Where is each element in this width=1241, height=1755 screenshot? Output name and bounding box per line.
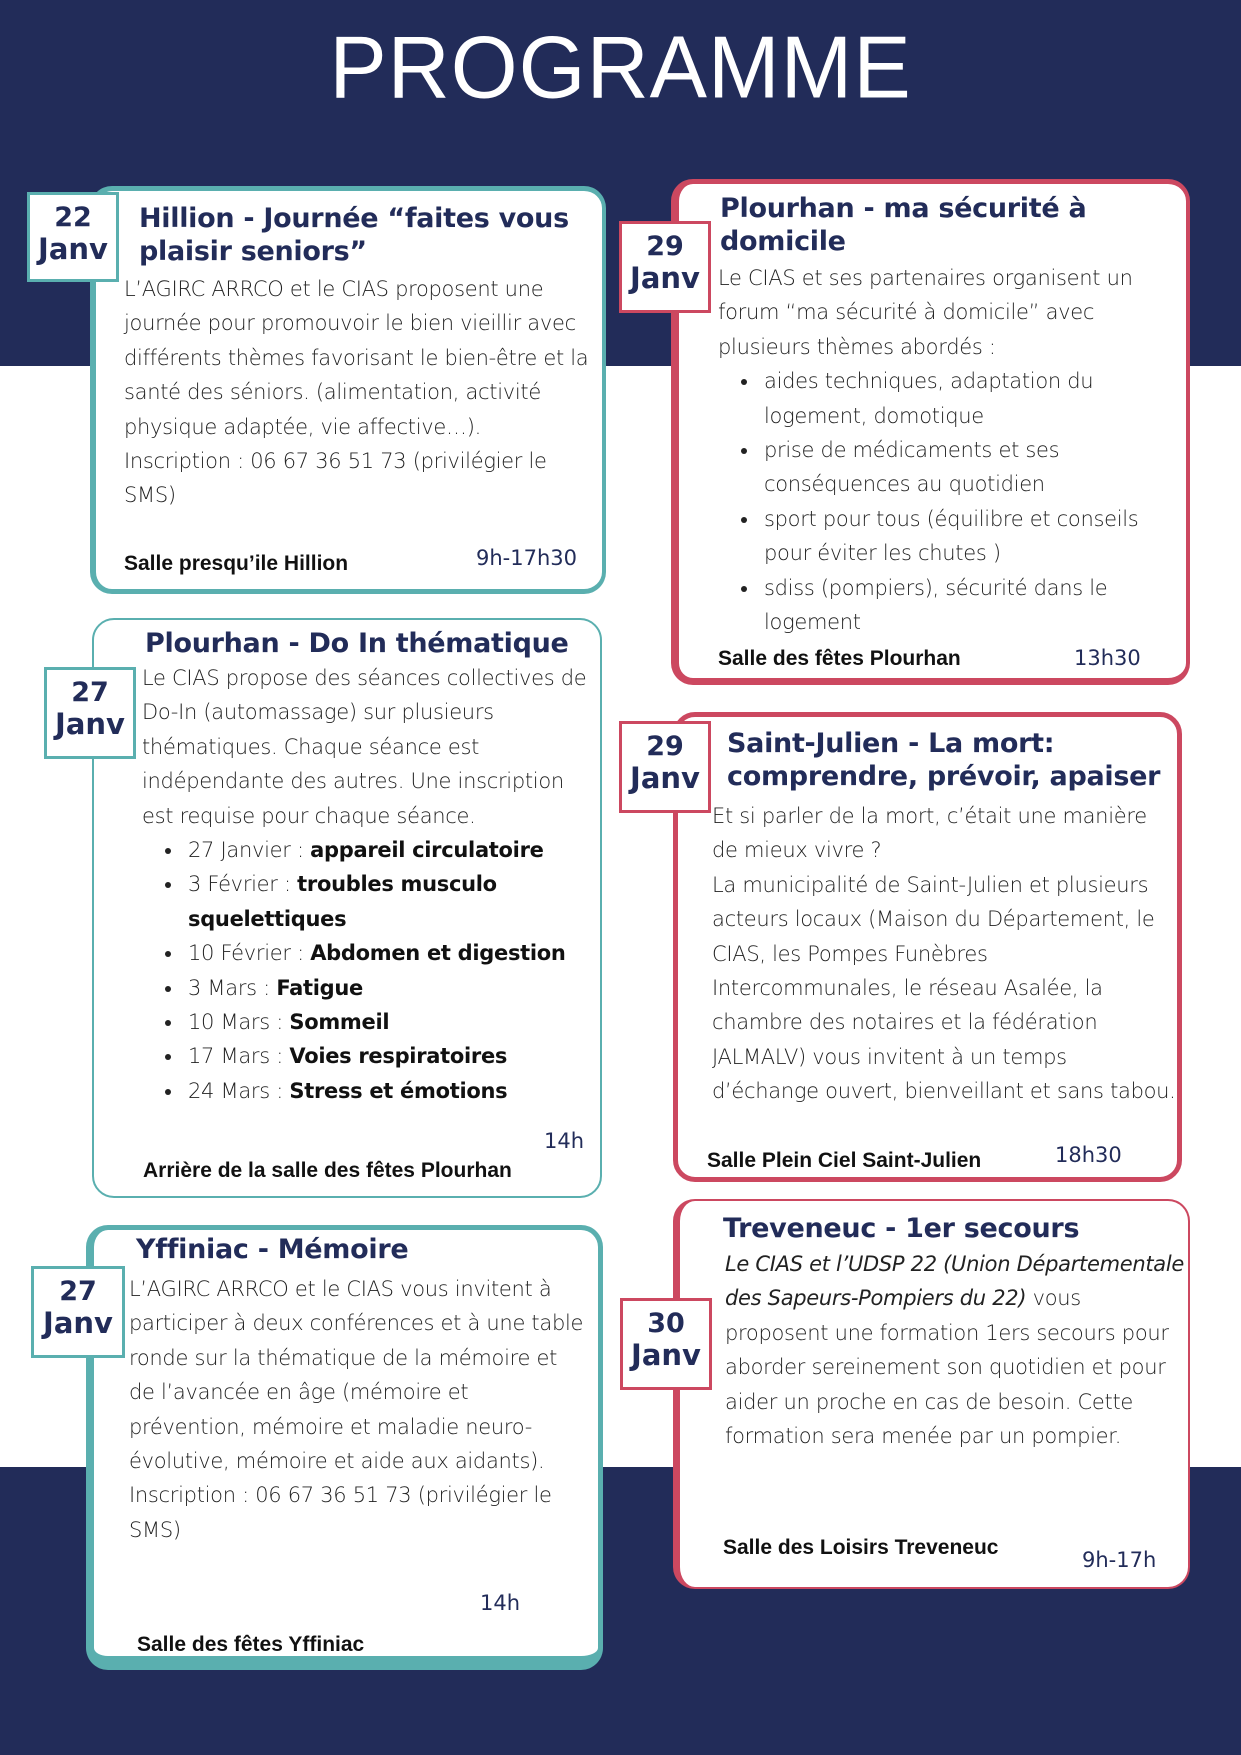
session-topic: troubles musculo squelettiques [188,872,497,931]
date-month: Janv [55,707,125,741]
date-month: Janv [630,261,700,295]
session-date: 10 Mars : [188,1010,290,1035]
date-month: Janv [630,761,700,795]
event-time: 9h-17h [1082,1548,1157,1572]
date-day: 29 [646,231,684,262]
event-description [124,272,589,513]
event-date-treveneuc [620,1298,712,1390]
list-item [184,971,597,1005]
event-date-plourhan-securite [619,221,711,313]
list-item [184,1039,597,1073]
page-title: PROGRAMME [329,19,912,117]
event-description [718,261,1188,639]
session-date: 3 Février : [188,872,298,897]
list-item: • sport pour tous (équilibre et conseils pour éviter les chutes ) [760,502,1188,571]
topic-list [718,364,1188,639]
session-date: 27 Janvier : [188,838,311,863]
session-topic: Stress et émotions [289,1078,508,1103]
description-text: Le CIAS et ses partenaires organisent un forum “ma sécurité à domicile” avec plusieurs thèmes abordés : [718,266,1133,359]
date-day: 30 [647,1308,685,1339]
session-date: 17 Mars : [188,1044,290,1069]
event-description [725,1247,1185,1453]
event-venue: Salle Plein Ciel Saint-Julien [707,1149,982,1172]
date-month: Janv [38,232,108,266]
description-text: L’AGIRC ARRCO et le CIAS proposent une journée pour promouvoir le bien vieillir avec différents thèmes favorisant le bien-être et la santé des séniors. (alimentation, activité physique adaptée, vie affective…). [124,277,589,439]
list-item [184,936,597,970]
date-day: 22 [54,202,92,233]
event-description [129,1272,589,1547]
date-day: 27 [71,677,109,708]
registration-text: Inscription : 06 67 36 51 73 (privilégier le SMS) [124,449,547,508]
event-description [142,661,597,1108]
event-time: 18h30 [1055,1143,1122,1167]
description-text: L’AGIRC ARRCO et le CIAS vous invitent à participer à deux conférences et à une table ronde sur la thématique de la mémoire et de l’avancée en âge (mémoire et prévention, mémoire et maladie neuro-évolutive, mémoire et aide aux aidants). [129,1277,584,1474]
event-venue: Arrière de la salle des fêtes Plourhan [143,1159,512,1182]
date-day: 29 [646,731,684,762]
event-time: 13h30 [1074,646,1141,670]
session-date: 24 Mars : [188,1078,290,1103]
event-venue: Salle des Loisirs Treveneuc [723,1536,999,1559]
registration-text: Inscription : 06 67 36 51 73 (privilégier le SMS) [129,1483,552,1542]
session-date: 10 Février : [188,941,311,966]
description-italic: Le CIAS et l’UDSP 22 (Union Départementale des Sapeurs-Pompiers du 22) [725,1252,1185,1311]
event-time: 14h [544,1129,585,1153]
date-day: 27 [59,1276,97,1307]
event-title: Treveneuc - 1er secours [723,1213,1080,1244]
session-list [142,833,597,1108]
event-title: Yffiniac - Mémoire [136,1234,409,1265]
event-time: 9h-17h30 [476,546,578,570]
event-venue: Salle des fêtes Yffiniac [137,1633,365,1656]
event-time: 14h [480,1591,521,1615]
list-item [184,833,597,867]
event-date-saint-julien [619,721,711,813]
date-month: Janv [631,1338,701,1372]
date-month: Janv [43,1306,113,1340]
list-item: • aides techniques, adaptation du logement, domotique [760,364,1188,433]
list-item: • prise de médicaments et ses conséquences au quotidien [760,433,1188,502]
session-topic: Fatigue [276,975,363,1000]
description-text [725,1247,1185,1453]
event-date-hillion [27,192,119,282]
event-date-plourhan-doin [44,667,136,759]
description-text: Le CIAS propose des séances collectives de Do-In (automassage) sur plusieurs thématiques. Chaque séance est indépendante des autres. Une inscription est requise pour chaque séance. [142,666,587,828]
description-text: La municipalité de Saint-Julien et plusieurs acteurs locaux (Maison du Département, le CIAS, les Pompes Funèbres Intercommunales, le réseau Asalée, la chambre des notaires et la fédération JALMALV) vous invitent à un temps d’échange ouvert, bienveillant et sans tabou. [712,872,1176,1104]
description-rest: vous proposent une formation 1ers secours pour aborder sereinement son quotidien et pour aider un proche en cas de besoin. Cette formation sera menée par un pompier. [725,1286,1169,1449]
list-item [184,1074,597,1108]
session-topic: Sommeil [289,1010,390,1035]
event-title: Plourhan - Do In thématique [145,628,569,659]
event-venue: Salle presqu’ile Hillion [124,552,349,575]
list-item [184,867,597,936]
list-item: • sdiss (pompiers), sécurité dans le logement [760,571,1188,640]
session-topic: Voies respiratoires [289,1044,508,1069]
event-title: Saint-Julien - La mort: comprendre, prévoir, apaiser [727,728,1161,792]
event-description [712,799,1177,1109]
event-title: Hillion - Journée “faites vous plaisir seniors” [139,203,569,267]
event-date-yffiniac [31,1266,125,1358]
event-venue: Salle des fêtes Plourhan [718,647,961,670]
event-title: Plourhan - ma sécurité à domicile [720,193,1087,257]
session-topic: Abdomen et digestion [310,941,566,966]
session-topic: appareil circulatoire [310,838,544,863]
session-date: 3 Mars : [188,975,277,1000]
description-text: Et si parler de la mort, c’était une manière de mieux vivre ? [712,804,1147,863]
list-item [184,1005,597,1039]
